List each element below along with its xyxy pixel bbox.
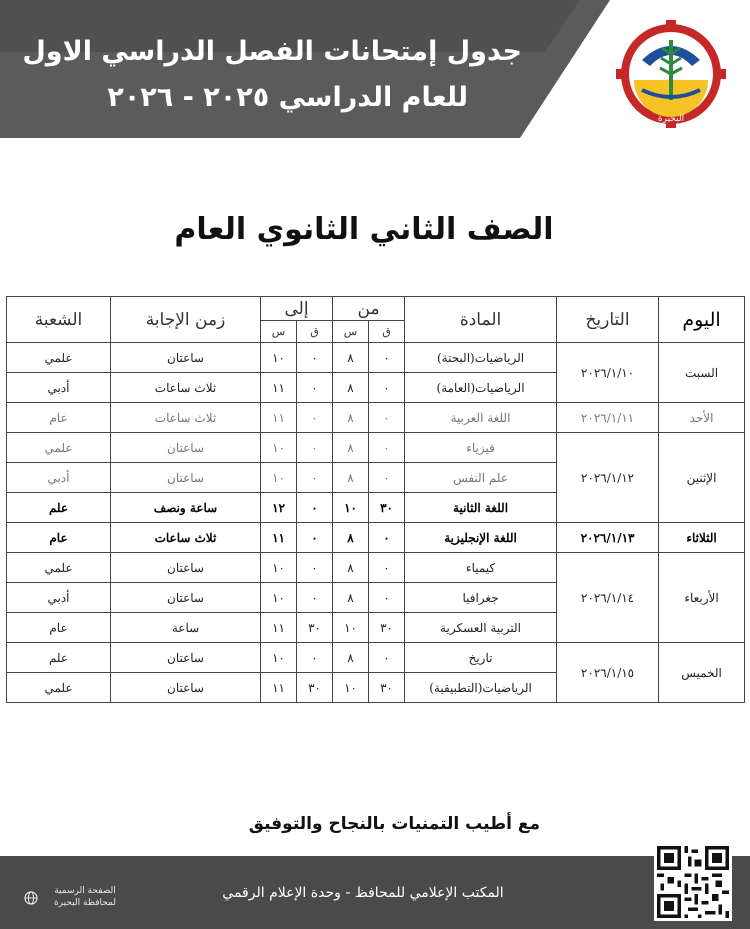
header-from: من (333, 297, 405, 321)
division-cell: علم (7, 493, 111, 523)
subject-cell: علم النفس (405, 463, 557, 493)
day-cell: الأحد (659, 403, 745, 433)
to-minute-cell: ٠ (297, 373, 333, 403)
governorate-logo (612, 20, 730, 128)
from-hour-cell: ٨ (333, 643, 369, 673)
subject-cell: فيزياء (405, 433, 557, 463)
to-minute-cell: ٠ (297, 433, 333, 463)
subject-cell: تاريخ (405, 643, 557, 673)
to-hour-cell: ١١ (261, 373, 297, 403)
to-minute-cell: ٠ (297, 643, 333, 673)
day-cell: الثلاثاء (659, 523, 745, 553)
duration-cell: ثلاث ساعات (111, 523, 261, 553)
duration-cell: ثلاث ساعات (111, 403, 261, 433)
to-minute-cell: ٠ (297, 343, 333, 373)
to-minute-cell: ٠ (297, 583, 333, 613)
from-minute-cell: ٠ (369, 373, 405, 403)
header-to-minute: ق (297, 321, 333, 343)
division-cell: علمي (7, 433, 111, 463)
from-hour-cell: ٨ (333, 583, 369, 613)
exam-table-wrapper (6, 296, 744, 703)
to-hour-cell: ١٠ (261, 643, 297, 673)
from-minute-cell: ٠ (369, 643, 405, 673)
subject-cell: كيمياء (405, 553, 557, 583)
to-hour-cell: ١٠ (261, 553, 297, 583)
header-to: إلى (261, 297, 333, 321)
subject-cell: الرياضيات(التطبيقية) (405, 673, 557, 703)
duration-cell: ساعة ونصف (111, 493, 261, 523)
day-cell: الأربعاء (659, 553, 745, 643)
date-cell: ٢٠٢٦/١/١٥ (557, 643, 659, 703)
subject-cell: جغرافيا (405, 583, 557, 613)
table-row (7, 433, 745, 463)
to-minute-cell: ٣٠ (297, 673, 333, 703)
date-cell: ٢٠٢٦/١/١٣ (557, 523, 659, 553)
from-minute-cell: ٠ (369, 433, 405, 463)
duration-cell: ساعتان (111, 553, 261, 583)
to-hour-cell: ١٢ (261, 493, 297, 523)
header-date: التاريخ (557, 297, 659, 343)
from-minute-cell: ٠ (369, 583, 405, 613)
from-minute-cell: ٠ (369, 553, 405, 583)
duration-cell: ساعتان (111, 643, 261, 673)
to-hour-cell: ١٠ (261, 343, 297, 373)
official-page-line2: لمحافظة البحيرة (53, 898, 117, 908)
day-cell: الخميس (659, 643, 745, 703)
subject-cell: اللغة الإنجليزية (405, 523, 557, 553)
globe-icon (24, 891, 38, 905)
to-hour-cell: ١٠ (261, 433, 297, 463)
footer-office-text: المكتب الإعلامي للمحافظ - وحدة الإعلام الرقمي (222, 885, 504, 901)
to-hour-cell: ١١ (261, 523, 297, 553)
header-day: اليوم (659, 297, 745, 343)
table-row (7, 553, 745, 583)
duration-cell: ثلاث ساعات (111, 373, 261, 403)
subject-cell: الرياضيات(العامة) (405, 373, 557, 403)
date-cell: ٢٠٢٦/١/١٢ (557, 433, 659, 523)
from-minute-cell: ٠ (369, 523, 405, 553)
duration-cell: ساعتان (111, 583, 261, 613)
to-hour-cell: ١٠ (261, 583, 297, 613)
table-header-row (7, 297, 745, 321)
table-row (7, 643, 745, 673)
to-minute-cell: ٠ (297, 553, 333, 583)
from-minute-cell: ٣٠ (369, 673, 405, 703)
from-hour-cell: ١٠ (333, 673, 369, 703)
date-cell: ٢٠٢٦/١/١٠ (557, 343, 659, 403)
qr-code[interactable] (654, 843, 732, 921)
to-hour-cell: ١٠ (261, 463, 297, 493)
duration-cell: ساعتان (111, 673, 261, 703)
from-hour-cell: ١٠ (333, 493, 369, 523)
division-cell: عام (7, 523, 111, 553)
to-hour-cell: ١١ (261, 673, 297, 703)
from-hour-cell: ٨ (333, 553, 369, 583)
to-minute-cell: ٣٠ (297, 613, 333, 643)
grade-title: الصف الثاني الثانوي العام (174, 212, 554, 247)
from-minute-cell: ٠ (369, 343, 405, 373)
table-row (7, 403, 745, 433)
from-hour-cell: ٨ (333, 523, 369, 553)
subject-cell: اللغة العربية (405, 403, 557, 433)
from-minute-cell: ٠ (369, 403, 405, 433)
official-page-line1: الصفحة الرسمية (54, 886, 116, 896)
division-cell: أدبي (7, 463, 111, 493)
subject-cell: التربية العسكرية (405, 613, 557, 643)
date-cell: ٢٠٢٦/١/١١ (557, 403, 659, 433)
logo-caption: البحيرة (657, 114, 685, 124)
division-cell: أدبي (7, 583, 111, 613)
official-page-label[interactable] (44, 885, 126, 909)
from-hour-cell: ١٠ (333, 613, 369, 643)
header-to-hour: س (261, 321, 297, 343)
from-hour-cell: ٨ (333, 433, 369, 463)
division-cell: عام (7, 613, 111, 643)
to-minute-cell: ٠ (297, 403, 333, 433)
qr-code-icon (657, 846, 729, 918)
to-hour-cell: ١١ (261, 403, 297, 433)
subject-cell: الرياضيات(البحتة) (405, 343, 557, 373)
to-minute-cell: ٠ (297, 493, 333, 523)
header-from-minute: ق (369, 321, 405, 343)
day-cell: السبت (659, 343, 745, 403)
page-title: جدول إمتحانات الفصل الدراسي الاول (22, 36, 522, 67)
header-duration: زمن الإجابة (111, 297, 261, 343)
to-minute-cell: ٠ (297, 463, 333, 493)
header-from-hour: س (333, 321, 369, 343)
exam-schedule-table (6, 296, 745, 703)
day-cell: الإثنين (659, 433, 745, 523)
from-hour-cell: ٨ (333, 343, 369, 373)
date-cell: ٢٠٢٦/١/١٤ (557, 553, 659, 643)
division-cell: علم (7, 643, 111, 673)
from-hour-cell: ٨ (333, 373, 369, 403)
to-hour-cell: ١١ (261, 613, 297, 643)
division-cell: عام (7, 403, 111, 433)
duration-cell: ساعتان (111, 463, 261, 493)
duration-cell: ساعتان (111, 343, 261, 373)
to-minute-cell: ٠ (297, 523, 333, 553)
wish-text: مع أطيب التمنيات بالنجاح والتوفيق (248, 814, 540, 834)
from-hour-cell: ٨ (333, 463, 369, 493)
division-cell: أدبي (7, 373, 111, 403)
subject-cell: اللغة الثانية (405, 493, 557, 523)
division-cell: علمي (7, 673, 111, 703)
from-minute-cell: ٣٠ (369, 493, 405, 523)
duration-cell: ساعة (111, 613, 261, 643)
from-minute-cell: ٣٠ (369, 613, 405, 643)
duration-cell: ساعتان (111, 433, 261, 463)
from-minute-cell: ٠ (369, 463, 405, 493)
page-subtitle: للعام الدراسي ٢٠٢٥ - ٢٠٢٦ (107, 82, 468, 113)
header-division: الشعبة (7, 297, 111, 343)
table-row (7, 523, 745, 553)
division-cell: علمي (7, 343, 111, 373)
table-row (7, 343, 745, 373)
division-cell: علمي (7, 553, 111, 583)
from-hour-cell: ٨ (333, 403, 369, 433)
header-subject: المادة (405, 297, 557, 343)
